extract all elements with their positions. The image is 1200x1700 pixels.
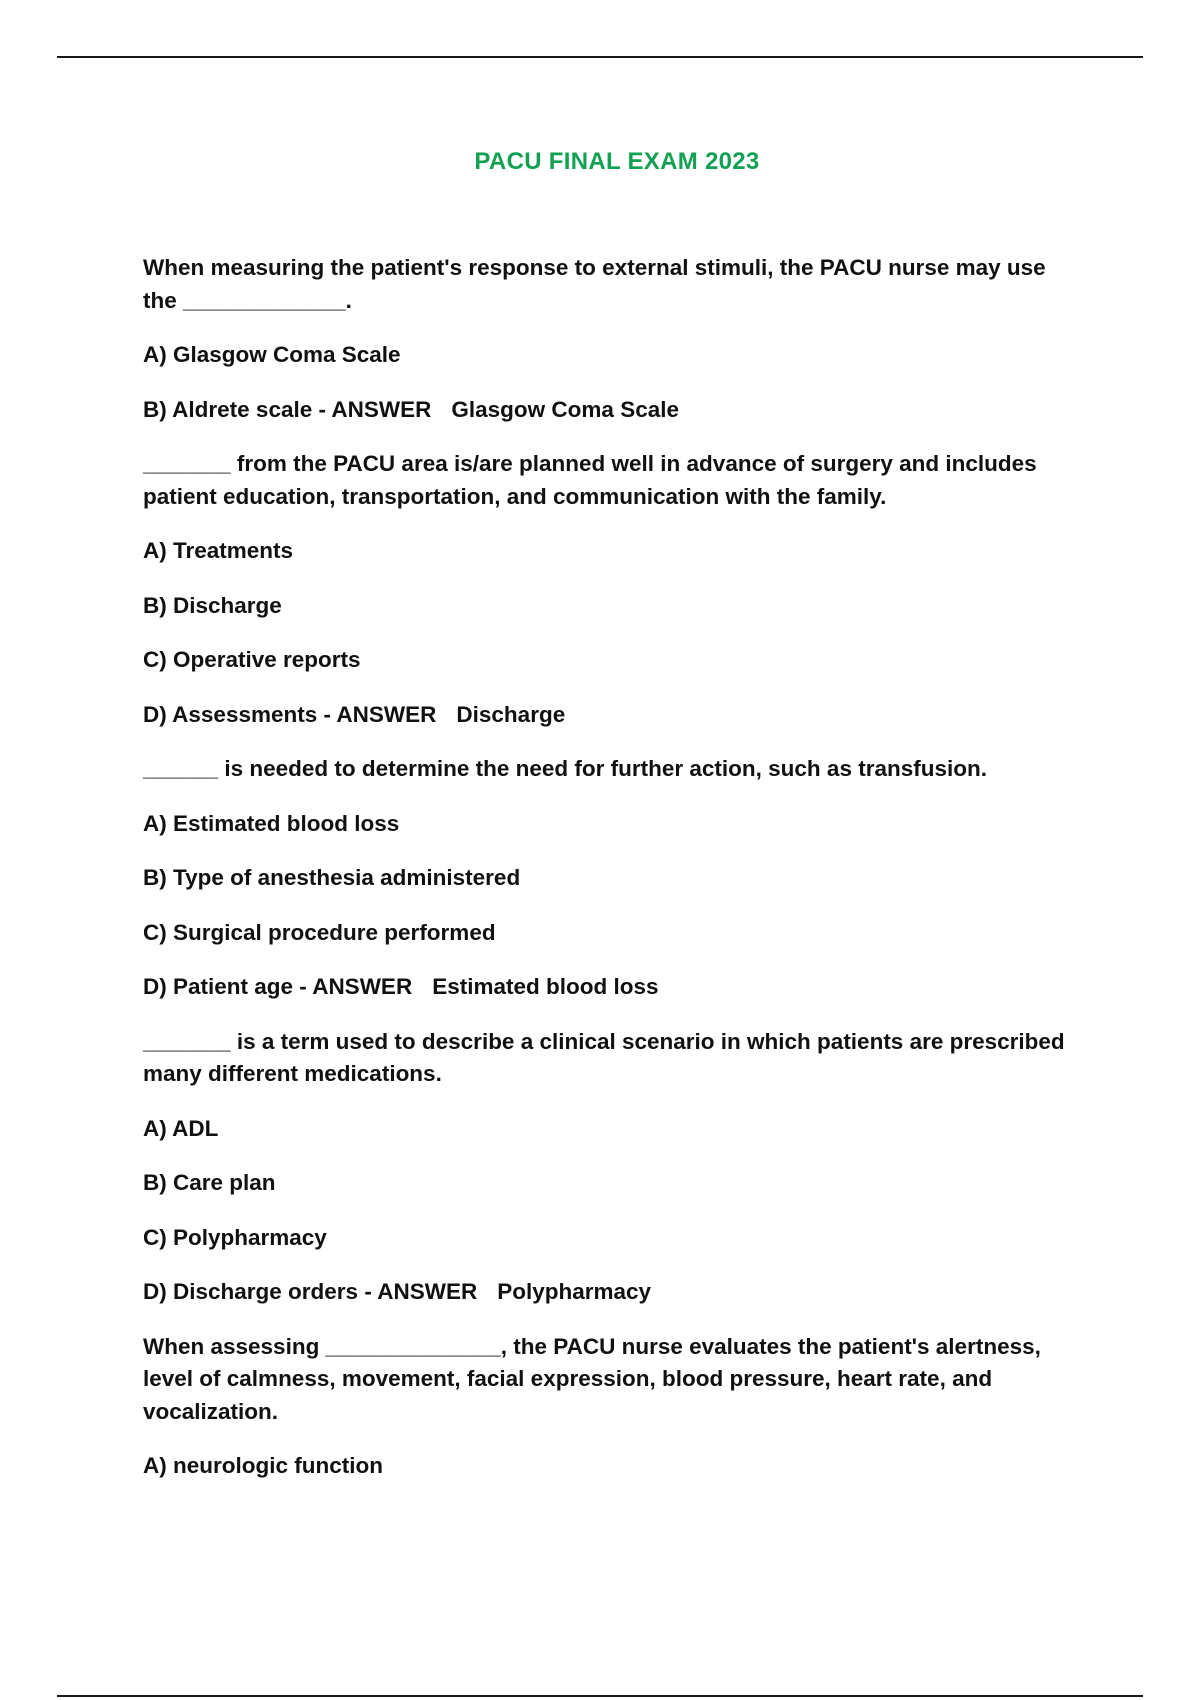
top-rule (57, 56, 1143, 58)
option: D) Patient age - ANSWER (143, 974, 413, 999)
question-3 (143, 753, 1083, 1004)
option: B) Aldrete scale - ANSWER (143, 396, 432, 422)
option: C) Polypharmacy (143, 1224, 327, 1250)
question-2 (143, 448, 1083, 731)
exam-content (143, 252, 1083, 1483)
option-with-answer (143, 394, 1083, 427)
option: B) Type of anesthesia administered (143, 865, 521, 890)
option: A) Estimated blood loss (143, 810, 400, 836)
option: C) Operative reports (143, 647, 361, 672)
option-with-answer (143, 1276, 1083, 1309)
option: D) Assessments - ANSWER (143, 701, 437, 727)
question-4 (143, 1026, 1083, 1309)
option: D) Discharge orders - ANSWER (143, 1279, 478, 1304)
option: A) Glasgow Coma Scale (143, 342, 401, 367)
answer-key: Estimated blood loss (432, 974, 659, 999)
answer-key: Glasgow Coma Scale (451, 396, 679, 422)
page-title: PACU FINAL EXAM 2023 (474, 148, 760, 175)
option: A) neurologic function (143, 1453, 383, 1478)
option-with-answer (143, 699, 1083, 732)
option: C) Surgical procedure performed (143, 919, 496, 945)
question-stem: _______ is a term used to describe a clinical scenario in which patients are prescribed many different medications. (143, 1028, 1065, 1086)
question-stem: When measuring the patient's response to external stimuli, the PACU nurse may use the _____________. (143, 255, 1046, 313)
question-1 (143, 252, 1083, 426)
answer-key: Polypharmacy (497, 1279, 652, 1304)
bottom-rule (57, 1695, 1143, 1697)
option: A) Treatments (143, 538, 294, 563)
option: B) Discharge (143, 592, 282, 618)
question-stem: _______ from the PACU area is/are planned well in advance of surgery and includes patient education, transportation, and communication with the family. (143, 451, 1037, 509)
question-stem: When assessing ______________, the PACU nurse evaluates the patient's alertness, level of calmness, movement, facial expression, blood pressure, heart rate, and vocalization. (143, 1333, 1041, 1424)
option-with-answer (143, 971, 1083, 1004)
question-5 (143, 1331, 1083, 1483)
option: B) Care plan (143, 1170, 276, 1195)
answer-key: Discharge (456, 701, 566, 727)
question-stem: ______ is needed to determine the need for further action, such as transfusion. (143, 756, 987, 781)
option: A) ADL (143, 1115, 219, 1141)
